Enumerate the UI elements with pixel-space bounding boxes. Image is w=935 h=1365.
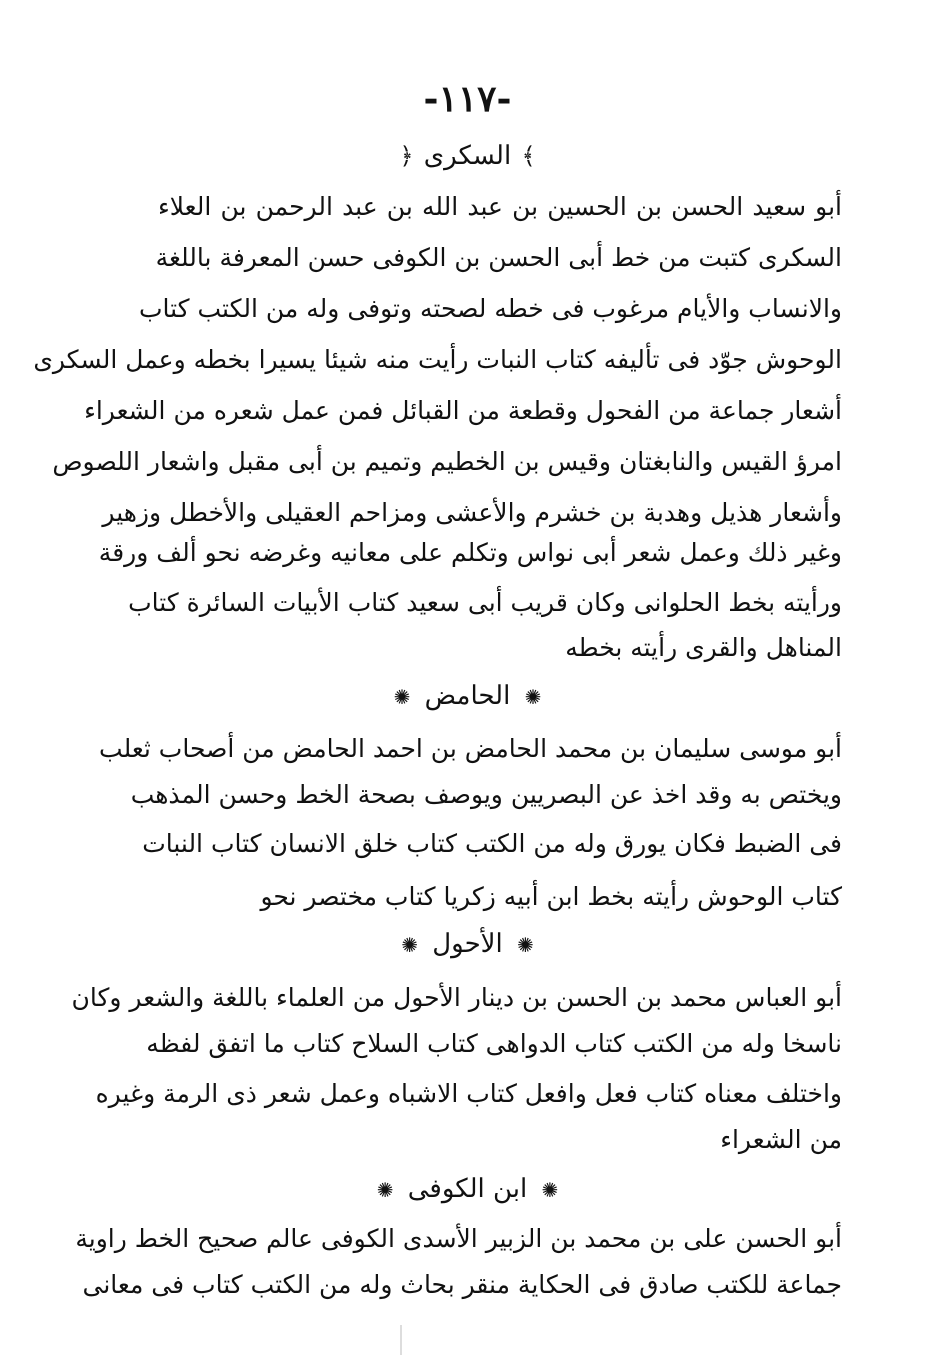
text-line: من الشعراء	[720, 1125, 842, 1154]
ornament-star-icon: ✺	[376, 1178, 394, 1202]
ornament-star-icon: ✺	[541, 1178, 559, 1202]
text-line: أشعار جماعة من الفحول وقطعة من القبائل فمن عمل شعره من الشعراء	[84, 396, 842, 425]
text-line: المناهل والقرى رأيته بخطه	[565, 633, 842, 662]
text-line: أبو سعيد الحسن بن الحسين بن عبد الله بن عبد الرحمن بن العلاء	[158, 192, 842, 221]
section-heading-text: ابن الكوفى	[407, 1174, 528, 1204]
ornament-star-icon: ✺	[516, 933, 534, 957]
text-line: والانساب والأيام مرغوب فى خطه لصحته وتوفى وله من الكتب كتاب	[138, 294, 842, 323]
text-line: ويختص به وقد اخذ عن البصريين ويوصف بصحة الخط وحسن المذهب	[130, 780, 842, 809]
text-line: أبو العباس محمد بن الحسن بن دينار الأحول من العلماء باللغة والشعر وكان	[71, 983, 842, 1012]
text-line: وغير ذلك وعمل شعر أبى نواس وتكلم على معانيه وغرضه نحو ألف ورقة	[98, 538, 842, 567]
section-heading-text: الحامض	[424, 681, 511, 711]
text-line: السكرى كتبت من خط أبى الحسن بن الكوفى حسن المعرفة باللغة	[155, 243, 842, 272]
ornament-star-icon: ✺	[524, 685, 542, 709]
ornament-star-icon: ✺	[401, 933, 418, 957]
ornament-paren-open: ﴾	[521, 142, 536, 170]
text-line: فى الضبط فكان يورق وله من الكتب كتاب خلق الانسان كتاب النبات	[142, 829, 842, 858]
text-line: وأشعار هذيل وهدبة بن خشرم والأعشى ومزاحم العقيلى والأخطل وزهير	[102, 498, 842, 527]
page-number: -١١٧-	[423, 78, 512, 120]
text-line: أبو موسى سليمان بن محمد الحامض بن احمد الحامض من أصحاب ثعلب	[99, 734, 842, 763]
text-line: ناسخا وله من الكتب كتاب الدواهى كتاب السلاح كتاب ما اتفق لفظه	[146, 1029, 842, 1058]
section-heading-sukkari	[0, 134, 935, 178]
text-line: واختلف معناه كتاب فعل وافعل كتاب الاشباه وعمل شعر ذى الرمة وغيره	[95, 1079, 842, 1108]
text-line: جماعة للكتب صادق فى الحكاية منقر بحاث وله من الكتب كتاب فى معانى	[82, 1270, 842, 1299]
text-line: أبو الحسن على بن محمد بن الزبير الأسدى الكوفى عالم صحيح الخط راوية	[75, 1224, 842, 1253]
section-heading-text: الأحول	[432, 929, 503, 959]
section-heading-text: السكرى	[423, 141, 512, 171]
ornament-paren-close: ﴿	[399, 142, 414, 170]
section-heading-ahwal	[0, 922, 935, 966]
ornament-star-icon: ✺	[393, 685, 411, 709]
text-line: ورأيته بخط الحلوانى وكان قريب أبى سعيد كتاب الأبيات السائرة كتاب	[128, 588, 842, 617]
section-heading-hamid	[0, 674, 935, 718]
text-line: امرؤ القيس والنابغتان وقيس بن الخطيم وتميم بن أبى مقبل واشعار اللصوص	[52, 447, 842, 476]
section-heading-ibn-alkufi	[0, 1167, 935, 1211]
paper-mark	[400, 1325, 402, 1355]
text-line: الوحوش جوّد فى تأليفه كتاب النبات رأيت منه شيئا يسيرا بخطه وعمل السكرى	[33, 345, 842, 374]
text-line: كتاب الوحوش رأيته بخط ابن أبيه زكريا كتاب مختصر نحو	[260, 882, 842, 911]
